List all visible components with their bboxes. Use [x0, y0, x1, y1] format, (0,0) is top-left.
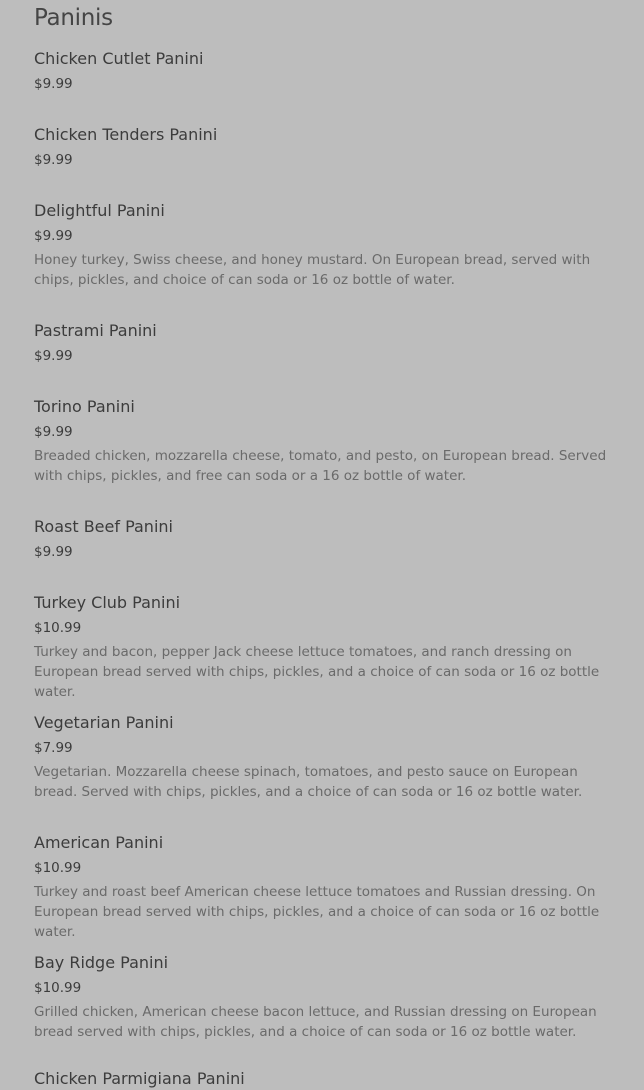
item-price: $9.99 [34, 152, 73, 168]
item-name: Delightful Panini [34, 201, 165, 220]
item-name: Torino Panini [34, 397, 135, 416]
menu-item[interactable] [34, 516, 614, 561]
item-name: Roast Beef Panini [34, 517, 173, 536]
item-price: $9.99 [34, 76, 73, 92]
item-name: Turkey Club Panini [34, 593, 181, 612]
menu-item[interactable] [34, 832, 614, 942]
item-description: Breaded chicken, mozzarella cheese, tomato, and pesto, on European bread. Served with chips, pickles, and free can soda or a 16 oz bottle of water. [34, 448, 607, 484]
item-name: Bay Ridge Panini [34, 953, 169, 972]
item-price: $10.99 [34, 620, 82, 636]
item-description: Vegetarian. Mozzarella cheese spinach, tomatoes, and pesto sauce on European bread. Served with chips, pickles, and a choice of can soda or 16 oz bottle water. [34, 764, 583, 800]
item-name: Chicken Tenders Panini [34, 125, 218, 144]
item-name: American Panini [34, 833, 164, 852]
menu-item[interactable] [34, 396, 614, 486]
item-price: $10.99 [34, 980, 82, 996]
item-name: Pastrami Panini [34, 321, 157, 340]
item-name: Chicken Cutlet Panini [34, 49, 204, 68]
menu-item[interactable] [34, 320, 614, 365]
menu-item[interactable] [34, 1068, 614, 1090]
section-title: Paninis [34, 5, 113, 31]
item-name: Vegetarian Panini [34, 713, 174, 732]
menu-item[interactable] [34, 200, 614, 290]
item-price: $10.99 [34, 860, 82, 876]
item-price: $9.99 [34, 424, 73, 440]
item-price: $9.99 [34, 348, 73, 364]
item-price: $9.99 [34, 228, 73, 244]
item-name: Chicken Parmigiana Panini [34, 1069, 245, 1088]
menu-section [34, 0, 614, 1088]
item-price: $9.99 [34, 544, 73, 560]
menu-item[interactable] [34, 124, 614, 169]
menu-item[interactable] [34, 952, 614, 1042]
menu-item[interactable] [34, 592, 614, 702]
item-description: Grilled chicken, American cheese bacon lettuce, and Russian dressing on European bread served with chips, pickles, and a choice of can soda or 16 oz bottle water. [34, 1004, 597, 1040]
menu-item[interactable] [34, 712, 614, 802]
item-description: Honey turkey, Swiss cheese, and honey mustard. On European bread, served with chips, pickles, and choice of can soda or 16 oz bottle of water. [34, 252, 591, 288]
menu-item[interactable] [34, 48, 614, 93]
item-description: Turkey and roast beef American cheese lettuce tomatoes and Russian dressing. On European bread served with chips, pickles, and a choice of can soda or 16 oz bottle water. [34, 884, 600, 940]
item-description: Turkey and bacon, pepper Jack cheese lettuce tomatoes, and ranch dressing on European bread served with chips, pickles, and a choice of can soda or 16 oz bottle water. [34, 644, 600, 700]
item-price: $7.99 [34, 740, 73, 756]
